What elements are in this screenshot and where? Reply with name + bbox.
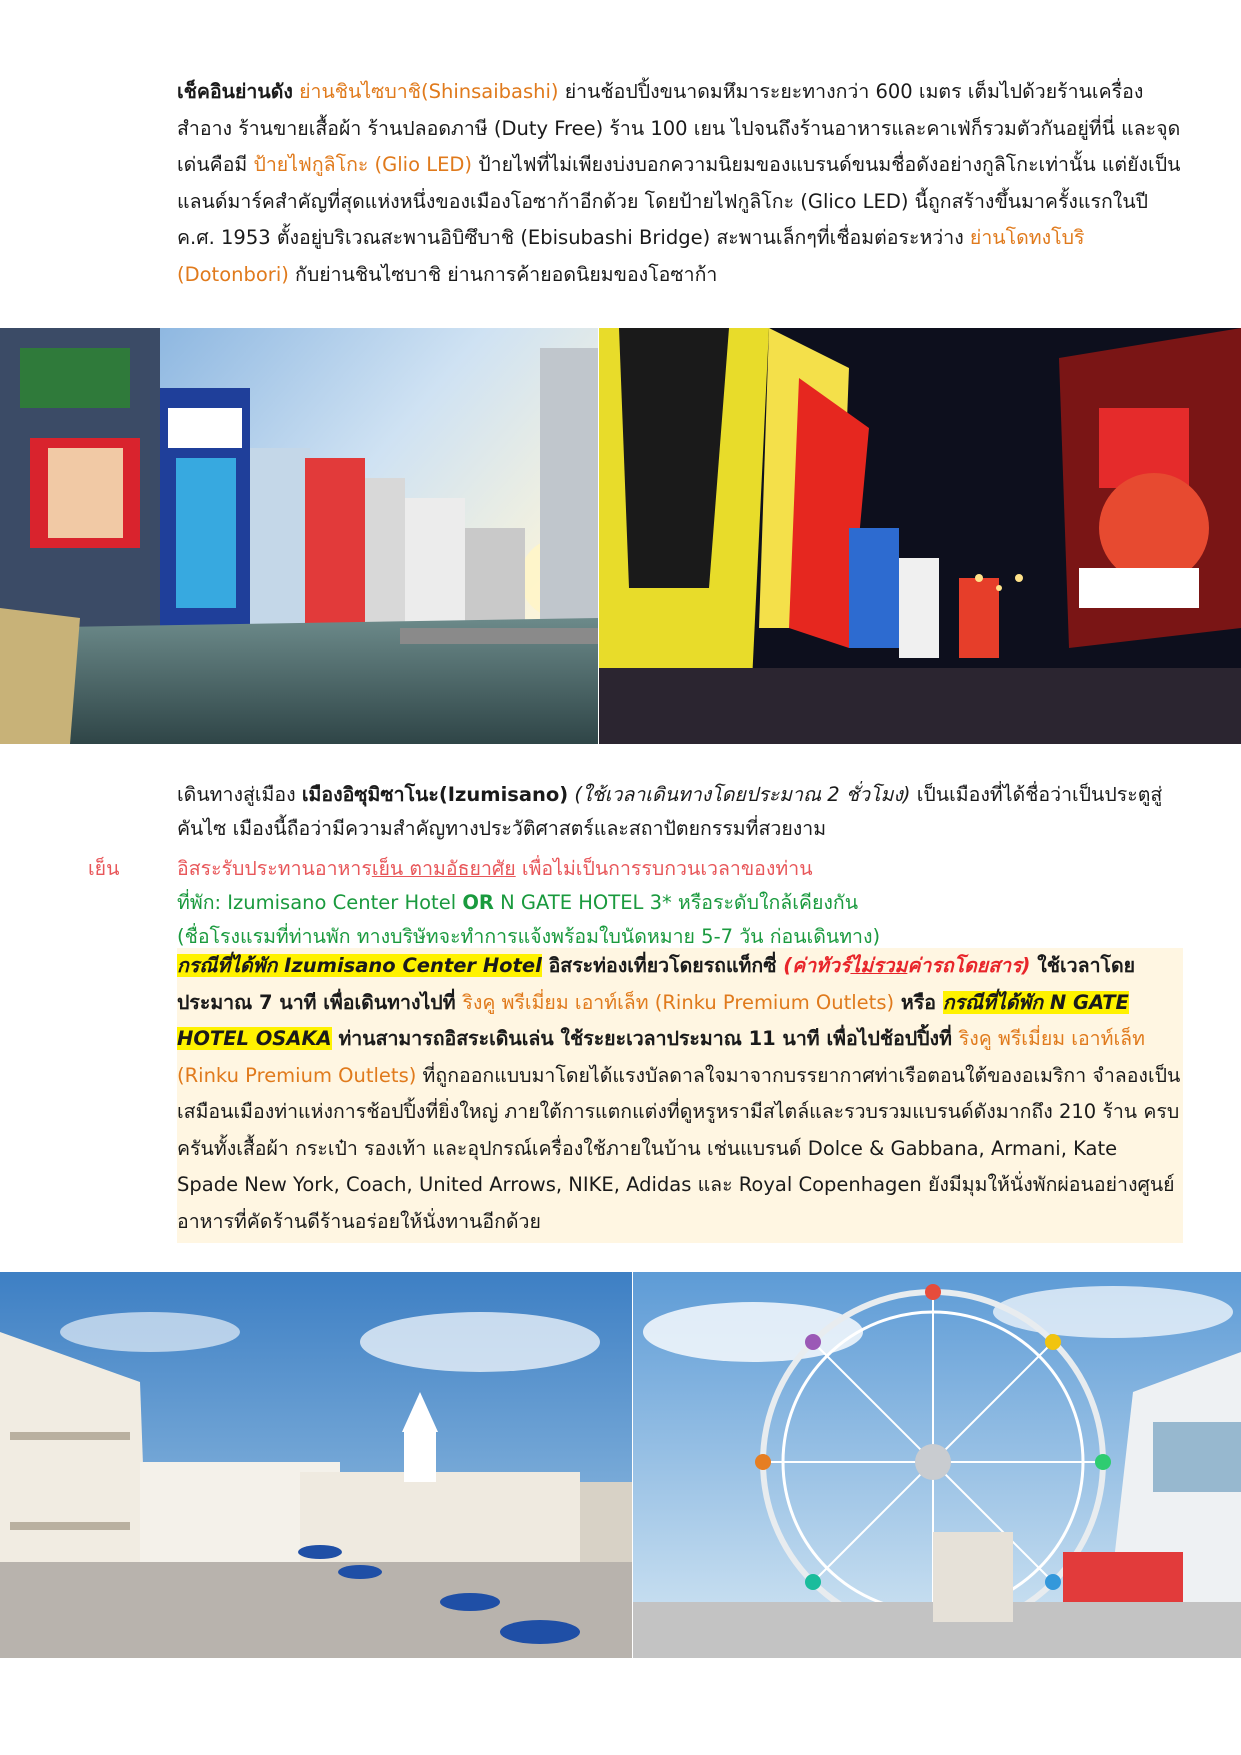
shinsaibashi-paragraph — [177, 74, 1183, 293]
dotonbori-district: ย่านโดทงโบริ (Dotonbori) — [177, 226, 1085, 286]
dinner-tail: เพื่อไม่เป็นการรบกวนเวลาของท่าน — [515, 857, 813, 880]
rinku-paragraph — [177, 948, 1183, 1240]
dotonbori-night-photo — [599, 328, 1241, 744]
dinner-text: อิสระรับประทานอาหาร — [177, 857, 372, 880]
fare-close: ค่ารถโดยสาร) — [907, 954, 1031, 977]
rinku-text-2: ใช้เวลาโดยประมาณ 7 นาที เพื่อเดินทางไปที่ — [177, 954, 1136, 1014]
shinsaibashi-text-1: ย่านช้อปปิ้งขนาดมหึมาระยะทางกว่า 600 เมตร เต็มไปด้วยร้านเครื่องสำอาง ร้านขายเสื้อผ้า ร้านปลอดภาษี (Duty Free) ร้าน 100 เยน ไปจนถึงร้านอาหารและคาเฟ่ก็รวมตัวกันอยู่ที่นี่ และจุดเด่นคือมี — [177, 80, 1181, 176]
izumisano-paragraph — [177, 778, 1183, 846]
travel-time-note: (ใช้เวลาเดินทางโดยประมาณ 2 ชั่วโมง) — [568, 783, 917, 806]
case-center-hotel: กรณีที่ได้พัก Izumisano Center Hotel — [177, 954, 542, 977]
hotel-suffix: N GATE HOTEL 3* หรือระดับใกล้เคียงกัน — [493, 891, 859, 914]
rinku-outlet-photo — [0, 1272, 632, 1658]
checkin-lead: เช็คอินย่านดัง — [177, 80, 293, 103]
fare-open: (ค่าทัวร์ — [783, 954, 851, 977]
hotel-prefix: ที่พัก: Izumisano Center Hotel — [177, 891, 463, 914]
ferris-wheel-photo — [633, 1272, 1241, 1658]
rinku-text-1: อิสระท่องเที่ยวโดยรถแท็กซี่ — [541, 954, 784, 977]
shinsaibashi-text-3: กับย่านชินไซบาชิ ย่านการค้ายอดนิยมของโอซาก้า — [288, 262, 718, 286]
rinku-text-3: หรือ — [894, 990, 943, 1014]
hotel-line — [177, 886, 1183, 920]
evening-block — [177, 852, 1183, 954]
hotel-or: OR — [462, 891, 494, 914]
shinsaibashi-text-2: ป้ายไฟที่ไม่เพียงบ่งบอกความนิยมของแบรนด์ขนมชื่อดังอย่างกูลิโกะเท่านั้น แต่ยังเป็นแลนด์มาร์คสำคัญที่สุดแห่งหนึ่งของเมืองโอซาก้าอีกด้วย โดยป้ายไฟกูลิโกะ (Glico LED) นี้ถูกสร้างขึ้นมาครั้งแรกในปี ค.ศ. 1953 ตั้งอยู่บริเวณสะพานอิบิซึบาชิ (Ebisubashi Bridge) สะพานเล็กๆที่เชื่อมต่อระหว่าง — [177, 153, 1181, 249]
rinku-outlet-name-2: ริงคู พรีเมี่ยม เอาท์เล็ท (Rinku Premium Outlets) — [177, 1027, 1145, 1087]
glico-sign-photo — [0, 328, 598, 744]
izumisano-city: เมืองอิซุมิซาโนะ(Izumisano) — [301, 783, 569, 806]
hotel-note: (ชื่อโรงแรมที่ท่านพัก ทางบริษัทจะทำการแจ้งพร้อมใบนัดหมาย 5-7 วัน ก่อนเดินทาง) — [177, 925, 881, 948]
dinner-link: เย็น ตามอัธยาศัย — [371, 857, 516, 880]
izumisano-text-2: เป็นเมืองที่ได้ชื่อว่าเป็นประตูสู่คันไซ เมืองนี้ถือว่ามีความสำคัญทางประวัติศาสตร์และสถาปัตยกรรมที่สวยงาม — [177, 783, 1163, 840]
izumisano-text-1: เดินทางสู่เมือง — [177, 783, 302, 806]
glico-sign-name: ป้ายไฟกูลิโกะ (Glio LED) — [253, 153, 473, 176]
evening-label: เย็น — [88, 857, 120, 880]
fare-excluded: ไม่รวม — [850, 954, 908, 977]
dinner-line — [177, 852, 1183, 886]
case-ngate-hotel: กรณีที่ได้พัก N GATE HOTEL OSAKA — [177, 990, 1129, 1050]
rinku-text-5: ที่ถูกออกแบบมาโดยได้แรงบัลดาลใจมาจากบรรยากาศท่าเรือตอนใต้ของอเมริกา จำลองเป็นเสมือนเมืองท่าแห่งการช้อปปิ้งที่ยิ่งใหญ่ ภายใต้การแตกแต่งที่ดูหรูหรามีสไตล์และรวบรวมแบรนด์ดังมากถึง 210 ร้าน ครบครันทั้งเสื้อผ้า กระเป๋า รองเท้า และอุปกรณ์เครื่องใช้ภายในบ้าน เช่นแบรนด์ Dolce & Gabbana, Armani, Kate Spade New York, Coach, United Arrows, NIKE, Adidas และ Royal Copenhagen ยังมีมุมให้นั่งพักผ่อนอย่างศูนย์อาหารที่คัดร้านดีร้านอร่อยให้นั่งทานอีกด้วย — [177, 1063, 1181, 1233]
rinku-outlet-name-1: ริงคู พรีเมี่ยม เอาท์เล็ท (Rinku Premium Outlets) — [462, 990, 895, 1014]
rinku-text-4: ท่านสามารถอิสระเดินเล่น ใช้ระยะเวลาประมาณ 11 นาที เพื่อไปช้อปปิ้งที่ — [331, 1027, 959, 1050]
shinsaibashi-district: ย่านชินไซบาชิ(Shinsaibashi) — [299, 80, 559, 103]
